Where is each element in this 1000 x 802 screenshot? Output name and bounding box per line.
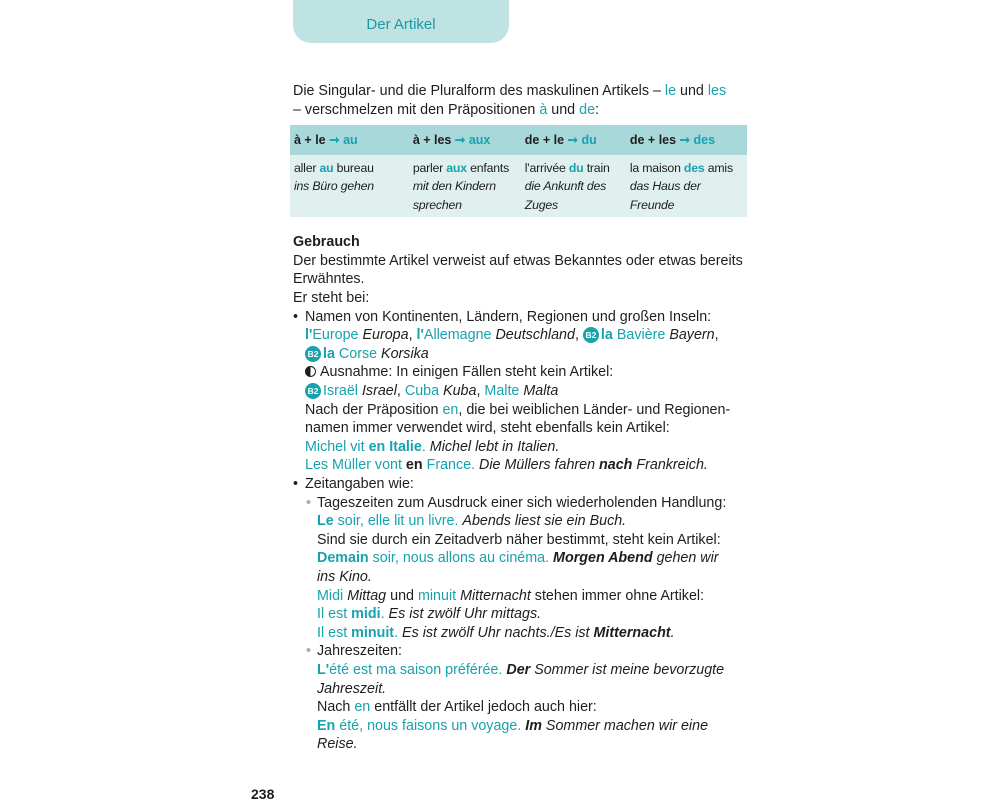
example-line: Demain soir, nous allons au cinéma. Morgen Abend gehen wir [317, 550, 719, 567]
intro-line-1: Die Singular- und die Pluralform des maskulinen Artikels – le und les [293, 83, 727, 99]
exception-icon [305, 366, 316, 377]
exception-line: Ausnahme: In einigen Fällen steht kein Artikel: [293, 363, 763, 382]
level-badge-b2: B2 [305, 383, 321, 399]
page-number: 238 [251, 786, 275, 802]
example-line: Michel vit en Italie. Michel lebt in Italien. [305, 438, 560, 455]
table-cell: l'arrivée du train die Ankunft des Zuges [521, 155, 626, 218]
usage-heading: Gebrauch [293, 234, 360, 251]
intro-line-2: – verschmelzen mit den Präpositionen à und de: [293, 101, 600, 118]
text-line: namen immer verwendet wird, steht ebenfalls kein Artikel: [305, 420, 670, 437]
table-header-cell: à + les ➞ aux [409, 125, 521, 155]
bullet-item: • Zeitangaben wie: [293, 475, 763, 494]
example-line: Le soir, elle lit un livre. Abends liest sie ein Buch. [317, 513, 627, 530]
text-line: Nach der Präposition en, die bei weiblichen Länder- und Regionen- [305, 401, 731, 418]
text-line: Erwähntes. [293, 271, 365, 288]
table-cell: parler aux enfants mit den Kindern sprechen [409, 155, 521, 218]
text-line: Er steht bei: [293, 290, 370, 307]
table-header-cell: à + le ➞ au [290, 125, 409, 155]
sub-bullet-item: • Tageszeiten zum Ausdruck einer sich wiederholenden Handlung: [293, 494, 763, 513]
contraction-table [290, 125, 747, 217]
section-title: Der Artikel [366, 16, 436, 33]
text-line: Der bestimmte Artikel verweist auf etwas Bekanntes oder etwas bereits [293, 252, 743, 269]
section-tab [293, 0, 509, 43]
page-content [293, 82, 763, 754]
table-header-cell: de + les ➞ des [626, 125, 747, 155]
example-line: Les Müller vont en France. Die Müllers fahren nach Frankreich. [305, 457, 708, 474]
sub-bullet-item: • Jahreszeiten: [293, 642, 763, 661]
example-line: Reise. [317, 736, 358, 753]
table-cell: la maison des amis das Haus der Freunde [626, 155, 747, 218]
text-line: Sind sie durch ein Zeitadverb näher bestimmt, steht kein Artikel: [317, 531, 721, 548]
example-line: Il est minuit. Es ist zwölf Uhr nachts./Es ist Mitternacht. [317, 624, 675, 641]
example-line: l'Europe Europa, l'Allemagne Deutschland, B2 la Bavière Bayern, [305, 327, 719, 344]
intro-paragraph [293, 82, 763, 119]
table-cell: aller au bureau ins Büro gehen [290, 155, 409, 218]
example-line: B2 la Corse Korsika [293, 345, 763, 364]
bullet-item: • Namen von Kontinenten, Ländern, Regionen und großen Inseln: [293, 308, 763, 327]
example-line: L'été est ma saison préférée. Der Sommer ist meine bevorzugte [317, 661, 725, 678]
table-header-cell: de + le ➞ du [521, 125, 626, 155]
example-line: En été, nous faisons un voyage. Im Sommer machen wir eine [317, 717, 709, 734]
text-line: Nach en entfällt der Artikel jedoch auch hier: [317, 699, 597, 716]
level-badge-b2: B2 [583, 327, 599, 343]
example-line: Jahreszeit. [317, 680, 387, 697]
text-line: Midi Mittag und minuit Mitternacht stehen immer ohne Artikel: [317, 587, 705, 604]
level-badge-b2: B2 [305, 346, 321, 362]
example-line: B2 Israël Israel, Cuba Kuba, Malte Malta [293, 382, 763, 401]
table-header-row [290, 125, 747, 155]
example-line: ins Kino. [317, 568, 372, 585]
table-row [290, 155, 747, 218]
example-line: Il est midi. Es ist zwölf Uhr mittags. [317, 606, 542, 623]
usage-section [293, 233, 763, 754]
